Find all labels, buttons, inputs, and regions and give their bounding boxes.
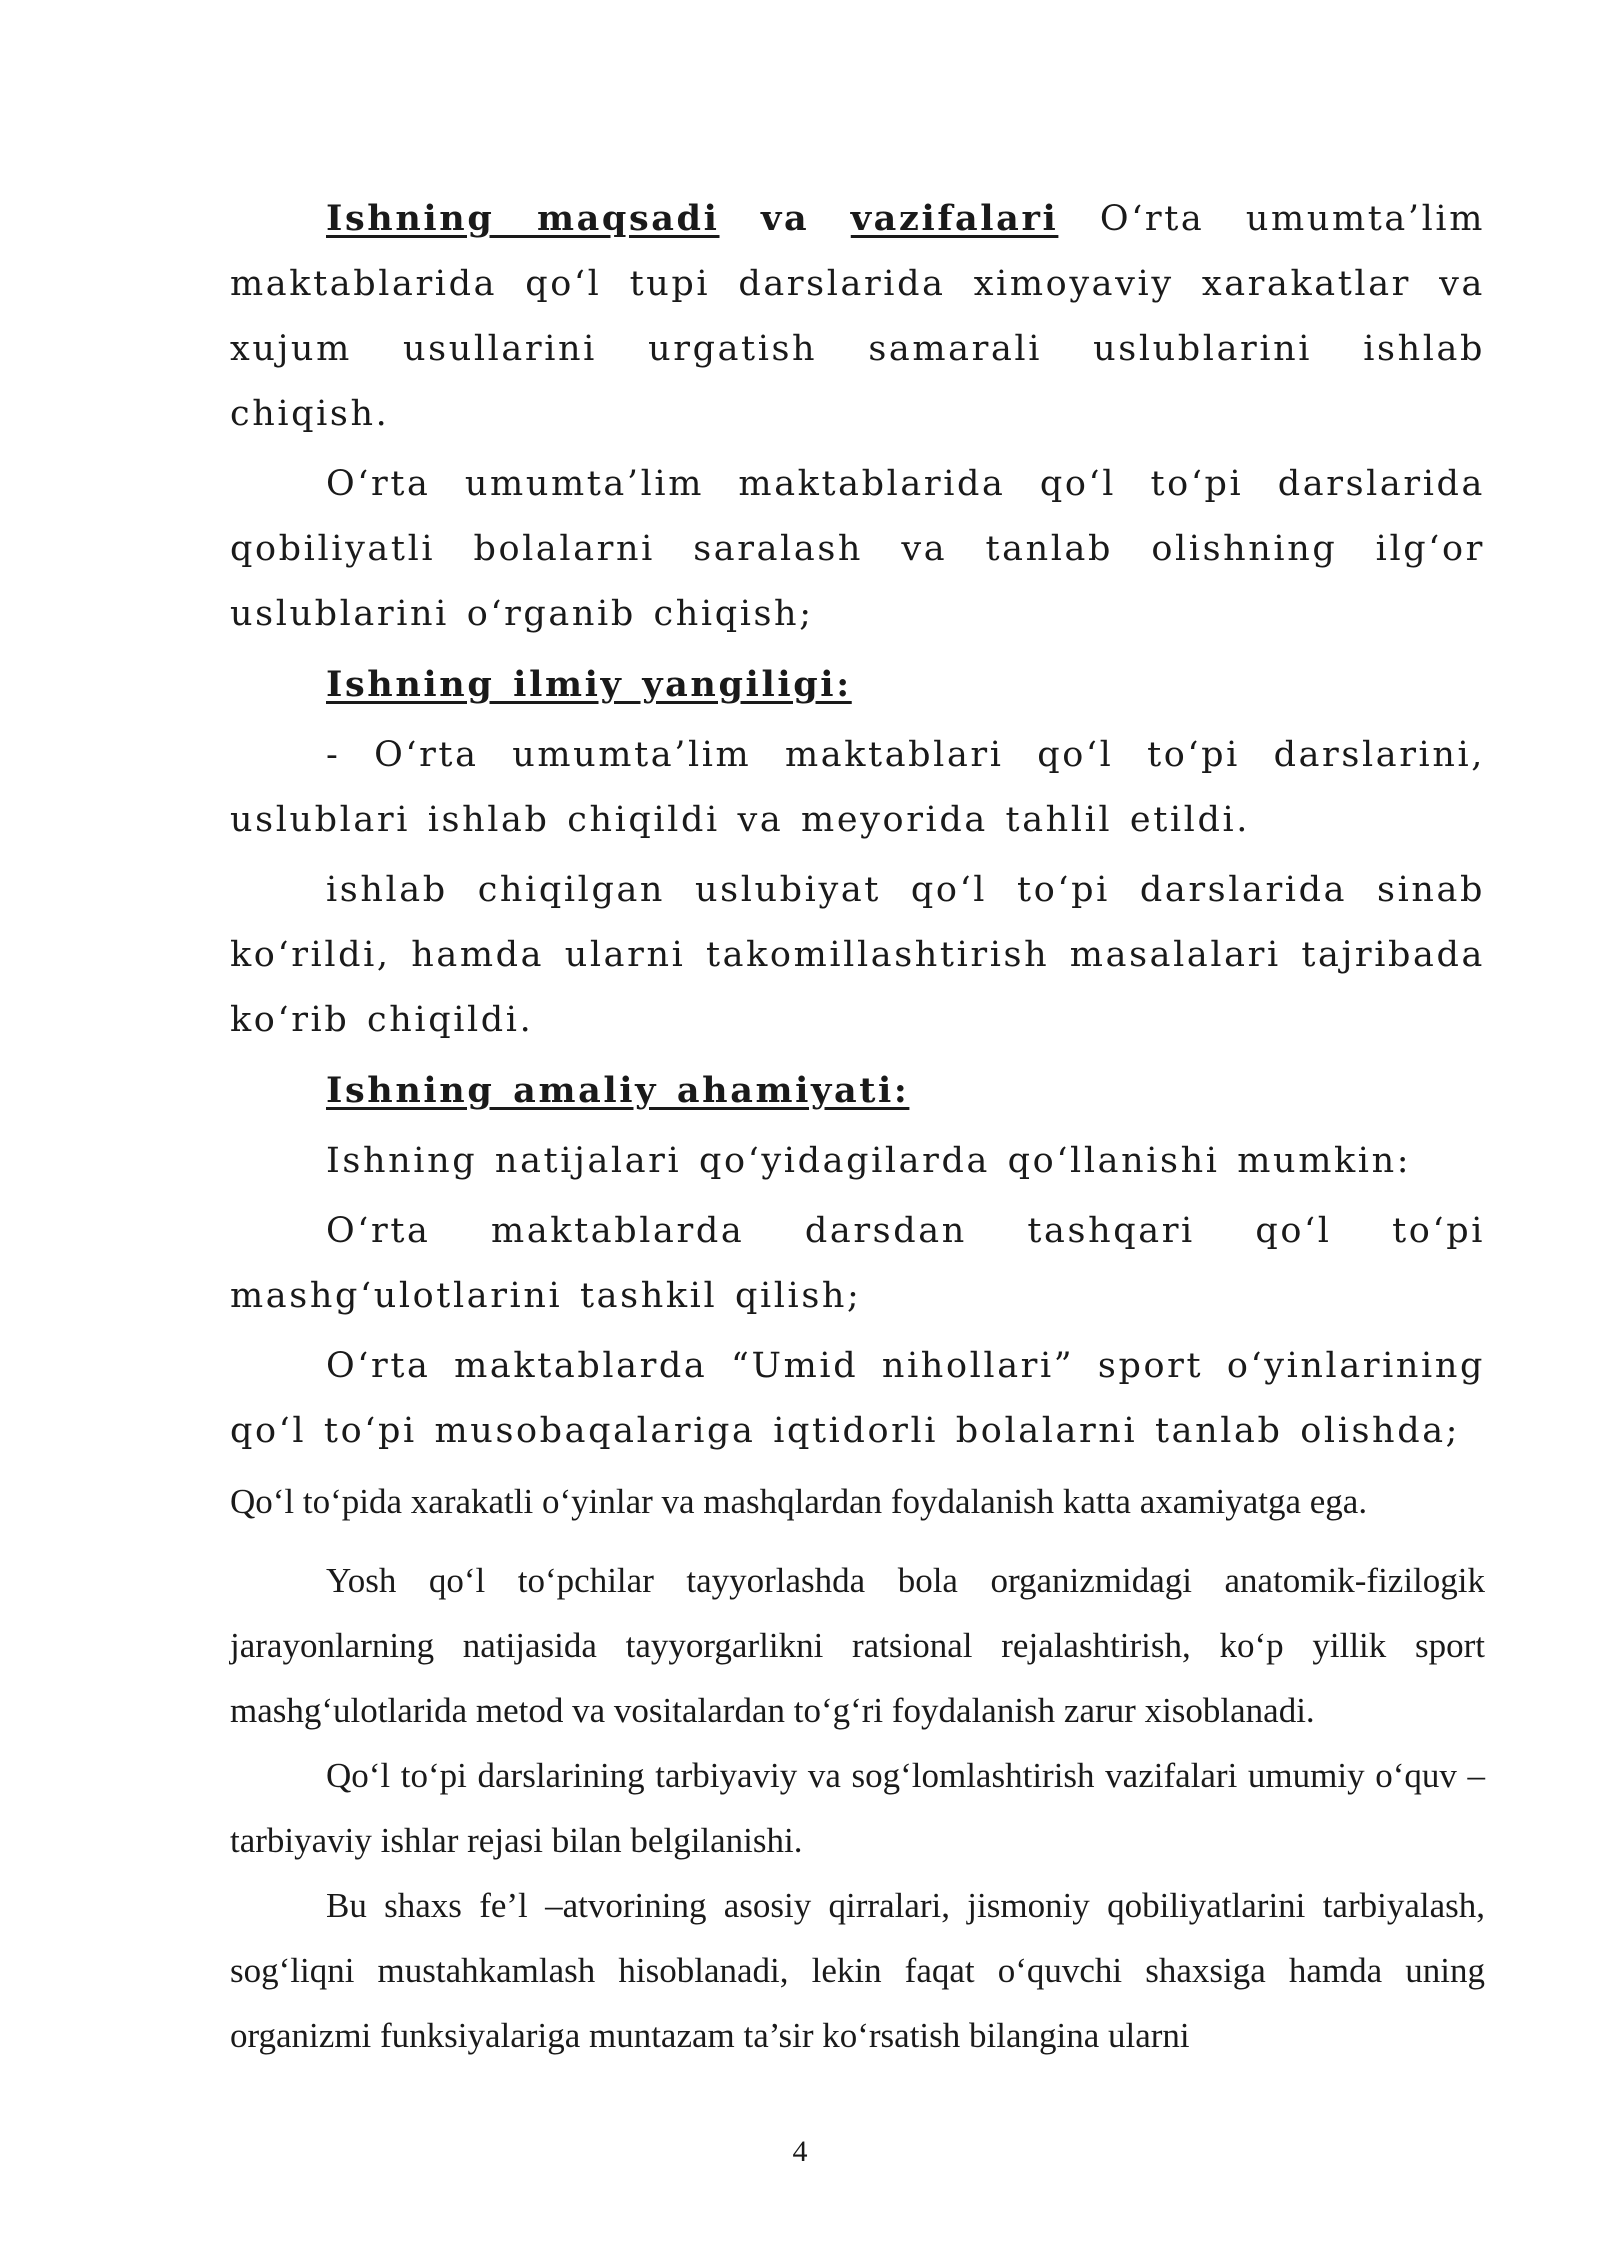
goals-paragraph	[230, 186, 1485, 447]
goals-heading-conj: va	[761, 198, 810, 239]
section-heading-significance	[230, 1058, 1485, 1124]
novelty-heading-text: Ishning ilmiy yangiligi:	[326, 664, 852, 705]
personality-paragraph: Bu shaxs fe’l –atvorining asosiy qirralari, jismoniy qobiliyatlarini tarbiyalash, sog‘liqni mustahkamlash hisoblanadi, lekin faqat o‘quvchi shaxsiga hamda uning organizmi funksiyalariga muntazam ta’sir ko‘rsatish bilangina ularni	[230, 1886, 1485, 2055]
results-item-2: O‘rta maktablarda “Umid nihollari” sport o‘yinlarining qo‘l to‘pi musobaqalariga iqtidorli bolalarni tanlab olishda;	[230, 1346, 1485, 1451]
significance-heading-text: Ishning amaliy ahamiyati:	[326, 1070, 910, 1111]
novelty-paragraph-1: - O‘rta umumta’lim maktablari qo‘l to‘pi darslarini, uslublari ishlab chiqildi va meyorida tahlil etildi.	[230, 735, 1485, 840]
training-paragraph: Yosh qo‘l to‘pchilar tayyorlashda bola organizmidagi anatomik-fizilogik jarayonlarning natijasida tayyorgarlikni ratsional rejalashtirish, ko‘p yillik sport mashg‘ulotlarida metod va vositalardan to‘g‘ri foydalanish zarur xisoblanadi.	[230, 1561, 1485, 1730]
goals-heading-part2: vazifalari	[850, 198, 1059, 239]
section-heading-novelty	[230, 652, 1485, 718]
goals-heading-part1: Ishning maqsadi	[326, 198, 720, 239]
page-body	[230, 186, 1485, 2068]
results-item-1: O‘rta maktablarda darsdan tashqari qo‘l to‘pi mashg‘ulotlarini tashkil qilish;	[230, 1211, 1485, 1316]
page-number: 4	[792, 2135, 808, 2168]
novelty-paragraph-2: ishlab chiqilgan uslubiyat qo‘l to‘pi darslarida sinab ko‘rildi, hamda ularni takomillashtirish masalalari tajribada ko‘rib chiqildi.	[230, 870, 1485, 1040]
games-paragraph: Qo‘l to‘pida xarakatli o‘yinlar va mashqlardan foydalanish katta axamiyatga ega.	[230, 1482, 1368, 1521]
tasks-paragraph: Qo‘l to‘pi darslarining tarbiyaviy va sog‘lomlashtirish vazifalari umumiy o‘quv –tarbiyaviy ishlar rejasi bilan belgilanishi.	[230, 1756, 1485, 1860]
selection-paragraph: O‘rta umumta’lim maktablarida qo‘l to‘pi darslarida qobiliyatli bolalarni saralash va tanlab olishning ilg‘or uslublarini o‘rganib chiqish;	[230, 464, 1485, 634]
goals-text: O‘rta umumta’lim maktablarida qo‘l tupi darslarida ximoyaviy xarakatlar va xujum usullarini urgatish samarali uslublarini ishlab chiqish.	[230, 199, 1485, 434]
results-intro-paragraph: Ishning natijalari qo‘yidagilarda qo‘llanishi mumkin:	[326, 1141, 1412, 1181]
